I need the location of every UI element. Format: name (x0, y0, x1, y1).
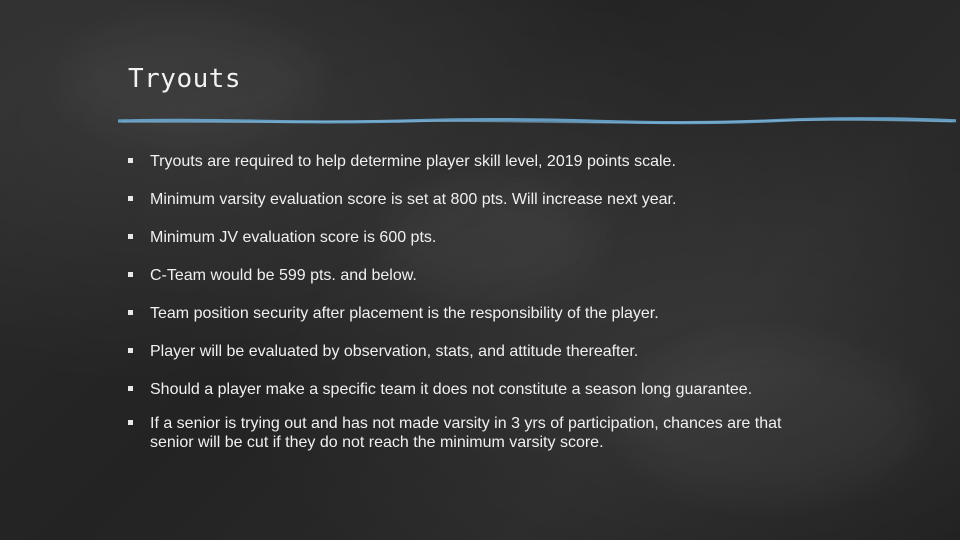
title-underline (118, 116, 956, 126)
bullet-text: Minimum varsity evaluation score is set at 800 pts. Will increase next year. (150, 191, 677, 208)
square-bullet-icon (128, 386, 133, 391)
square-bullet-icon (128, 348, 133, 353)
square-bullet-icon (128, 234, 133, 239)
square-bullet-icon (128, 158, 133, 163)
slide-title: Tryouts (128, 64, 242, 94)
square-bullet-icon (128, 420, 133, 425)
bullet-text: Player will be evaluated by observation, stats, and attitude thereafter. (150, 343, 639, 360)
bullet-item (128, 266, 828, 285)
bullet-item (128, 304, 828, 323)
bullet-text: Tryouts are required to help determine player skill level, 2019 points scale. (150, 153, 676, 170)
bullet-text: If a senior is trying out and has not made varsity in 3 yrs of participation, chances are that senior will be cut if they do not reach the minimum varsity score. (150, 415, 782, 451)
bullet-item (128, 380, 828, 399)
bullet-text: C-Team would be 599 pts. and below. (150, 267, 417, 284)
square-bullet-icon (128, 272, 133, 277)
bullet-list (128, 152, 828, 467)
bullet-text: Minimum JV evaluation score is 600 pts. (150, 229, 437, 246)
bullet-item (128, 190, 828, 209)
square-bullet-icon (128, 196, 133, 201)
square-bullet-icon (128, 310, 133, 315)
bullet-item (128, 152, 828, 171)
bullet-item (128, 342, 828, 361)
bullet-text: Team position security after placement is the responsibility of the player. (150, 305, 659, 322)
bullet-item (128, 228, 828, 247)
bullet-item (128, 414, 828, 452)
bullet-text: Should a player make a specific team it does not constitute a season long guarantee. (150, 381, 753, 398)
